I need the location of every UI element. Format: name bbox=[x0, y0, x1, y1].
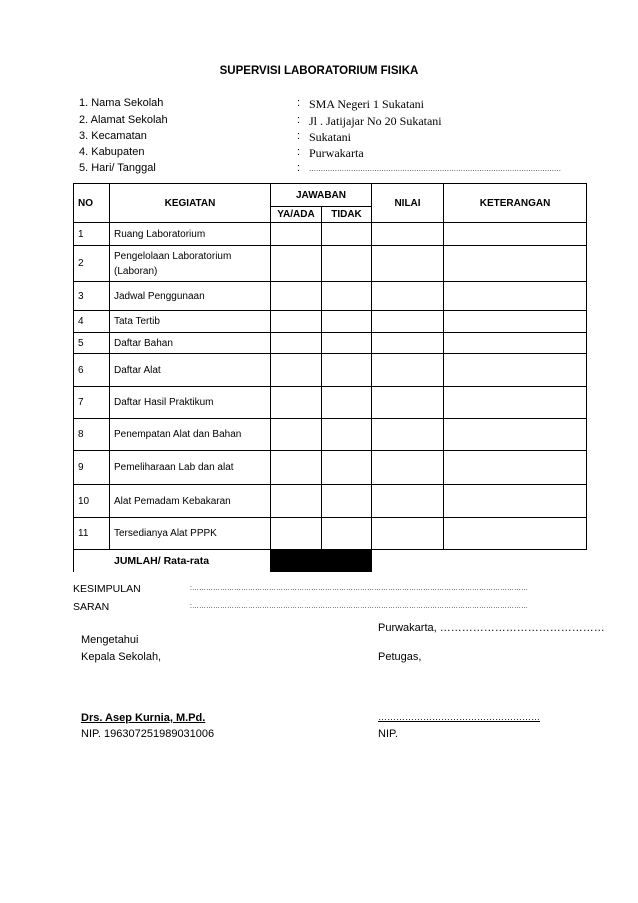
date-field[interactable]: ……………………………………………………………………………………………… bbox=[309, 165, 561, 173]
right-sign-line2: Petugas, bbox=[378, 651, 422, 663]
place-date: Purwakarta, ……………………………………… bbox=[378, 622, 605, 634]
row-kegiatan: Daftar Hasil Praktikum bbox=[110, 387, 271, 419]
row-no: 1 bbox=[74, 223, 110, 246]
row-kegiatan: Tata Tertib bbox=[110, 311, 271, 333]
left-sign-line1: Mengetahui bbox=[81, 634, 139, 646]
cell-nilai[interactable] bbox=[372, 451, 444, 485]
cell-nilai[interactable] bbox=[372, 282, 444, 311]
info-label: 3. Kecamatan bbox=[79, 130, 147, 142]
cell-nilai[interactable] bbox=[372, 223, 444, 246]
row-kegiatan: Tersedianya Alat PPPK bbox=[110, 518, 271, 550]
row-no: 4 bbox=[74, 311, 110, 333]
cell-keterangan[interactable] bbox=[444, 282, 587, 311]
row-kegiatan: Pemeliharaan Lab dan alat bbox=[110, 451, 271, 485]
cell-ya[interactable] bbox=[271, 354, 322, 387]
cell-ya[interactable] bbox=[271, 282, 322, 311]
row-no: 9 bbox=[74, 451, 110, 485]
page-title: SUPERVISI LABORATORIUM FISIKA bbox=[219, 65, 419, 77]
cell-keterangan[interactable] bbox=[444, 311, 587, 333]
cell-keterangan[interactable] bbox=[444, 246, 587, 282]
cell-keterangan[interactable] bbox=[444, 387, 587, 419]
kesimpulan-field[interactable]: :……………………………………………………………………………………………………………………………… bbox=[190, 585, 528, 592]
cell-keterangan[interactable] bbox=[444, 419, 587, 451]
header-jawaban: JAWABAN bbox=[271, 184, 372, 207]
cell-nilai[interactable] bbox=[372, 518, 444, 550]
supervision-table bbox=[73, 183, 587, 572]
cell-keterangan[interactable] bbox=[444, 451, 587, 485]
row-no: 10 bbox=[74, 485, 110, 518]
row-kegiatan: Pengelolaan Laboratorium (Laboran) bbox=[110, 246, 271, 282]
table-row bbox=[74, 485, 587, 518]
info-colon: : bbox=[297, 130, 301, 142]
row-kegiatan: Jadwal Penggunaan bbox=[110, 282, 271, 311]
table-row bbox=[74, 518, 587, 550]
cell-tidak[interactable] bbox=[322, 518, 372, 550]
saran-field[interactable]: :……………………………………………………………………………………………………………………………… bbox=[190, 603, 528, 610]
cell-tidak[interactable] bbox=[322, 387, 372, 419]
table-row bbox=[74, 223, 587, 246]
cell-tidak[interactable] bbox=[322, 282, 372, 311]
cell-tidak[interactable] bbox=[322, 451, 372, 485]
row-kegiatan: Alat Pemadam Kebakaran bbox=[110, 485, 271, 518]
header-tidak: TIDAK bbox=[322, 207, 372, 223]
empty-cell bbox=[372, 550, 444, 572]
table-row bbox=[74, 419, 587, 451]
info-value: Sukatani bbox=[309, 130, 351, 144]
cell-keterangan[interactable] bbox=[444, 333, 587, 354]
officer-name-field[interactable]: ……………………………………………… bbox=[378, 712, 540, 722]
table-row bbox=[74, 311, 587, 333]
cell-ya[interactable] bbox=[271, 518, 322, 550]
header-ya: YA/ADA bbox=[271, 207, 322, 223]
cell-ya[interactable] bbox=[271, 387, 322, 419]
total-ya-blacked bbox=[271, 550, 322, 572]
table-footer-row bbox=[74, 550, 587, 572]
saran-label: SARAN bbox=[73, 601, 110, 613]
cell-tidak[interactable] bbox=[322, 333, 372, 354]
total-tidak-blacked bbox=[322, 550, 372, 572]
row-no: 3 bbox=[74, 282, 110, 311]
cell-nilai[interactable] bbox=[372, 354, 444, 387]
cell-tidak[interactable] bbox=[322, 419, 372, 451]
empty-cell bbox=[444, 550, 587, 572]
cell-nilai[interactable] bbox=[372, 333, 444, 354]
row-kegiatan: Penempatan Alat dan Bahan bbox=[110, 419, 271, 451]
cell-ya[interactable] bbox=[271, 333, 322, 354]
cell-nilai[interactable] bbox=[372, 419, 444, 451]
row-no: 7 bbox=[74, 387, 110, 419]
info-label: 1. Nama Sekolah bbox=[79, 97, 164, 109]
cell-nilai[interactable] bbox=[372, 246, 444, 282]
info-value: SMA Negeri 1 Sukatani bbox=[309, 97, 424, 111]
kesimpulan-label: KESIMPULAN bbox=[73, 583, 141, 595]
cell-nilai[interactable] bbox=[372, 485, 444, 518]
cell-tidak[interactable] bbox=[322, 311, 372, 333]
cell-tidak[interactable] bbox=[322, 223, 372, 246]
headmaster-name: Drs. Asep Kurnia, M.Pd. bbox=[81, 712, 206, 724]
officer-nip: NIP. bbox=[378, 728, 398, 740]
cell-tidak[interactable] bbox=[322, 354, 372, 387]
info-colon: : bbox=[297, 97, 301, 109]
table-row bbox=[74, 333, 587, 354]
cell-ya[interactable] bbox=[271, 451, 322, 485]
info-label: 2. Alamat Sekolah bbox=[79, 114, 168, 126]
row-no: 6 bbox=[74, 354, 110, 387]
left-sign-line2: Kepala Sekolah, bbox=[81, 651, 162, 663]
cell-keterangan[interactable] bbox=[444, 518, 587, 550]
row-kegiatan: Daftar Bahan bbox=[110, 333, 271, 354]
table-row bbox=[74, 282, 587, 311]
info-colon: : bbox=[297, 114, 301, 126]
cell-tidak[interactable] bbox=[322, 485, 372, 518]
header-no: NO bbox=[74, 184, 110, 223]
info-label: 5. Hari/ Tanggal bbox=[79, 162, 156, 174]
cell-keterangan[interactable] bbox=[444, 223, 587, 246]
table-row bbox=[74, 246, 587, 282]
header-kegiatan: KEGIATAN bbox=[110, 184, 271, 223]
info-label: 4. Kabupaten bbox=[79, 146, 145, 158]
cell-keterangan[interactable] bbox=[444, 354, 587, 387]
cell-ya[interactable] bbox=[271, 419, 322, 451]
header-keterangan: KETERANGAN bbox=[444, 184, 587, 223]
row-kegiatan: Ruang Laboratorium bbox=[110, 223, 271, 246]
row-no: 11 bbox=[74, 518, 110, 550]
cell-keterangan[interactable] bbox=[444, 485, 587, 518]
table-row bbox=[74, 451, 587, 485]
info-value: Purwakarta bbox=[309, 146, 364, 160]
row-kegiatan: Daftar Alat bbox=[110, 354, 271, 387]
table-row bbox=[74, 354, 587, 387]
row-no: 5 bbox=[74, 333, 110, 354]
row-no: 8 bbox=[74, 419, 110, 451]
headmaster-nip: NIP. 196307251989031006 bbox=[81, 728, 215, 740]
cell-ya[interactable] bbox=[271, 246, 322, 282]
table-row bbox=[74, 387, 587, 419]
cell-nilai[interactable] bbox=[372, 387, 444, 419]
header-nilai: NILAI bbox=[372, 184, 444, 223]
info-value: Jl . Jatijajar No 20 Sukatani bbox=[309, 114, 442, 128]
row-no: 2 bbox=[74, 246, 110, 282]
cell-ya[interactable] bbox=[271, 223, 322, 246]
cell-ya[interactable] bbox=[271, 311, 322, 333]
cell-ya[interactable] bbox=[271, 485, 322, 518]
cell-tidak[interactable] bbox=[322, 246, 372, 282]
info-colon: : bbox=[297, 162, 301, 174]
total-label: JUMLAH/ Rata-rata bbox=[74, 550, 271, 572]
info-colon: : bbox=[297, 146, 301, 158]
cell-nilai[interactable] bbox=[372, 311, 444, 333]
